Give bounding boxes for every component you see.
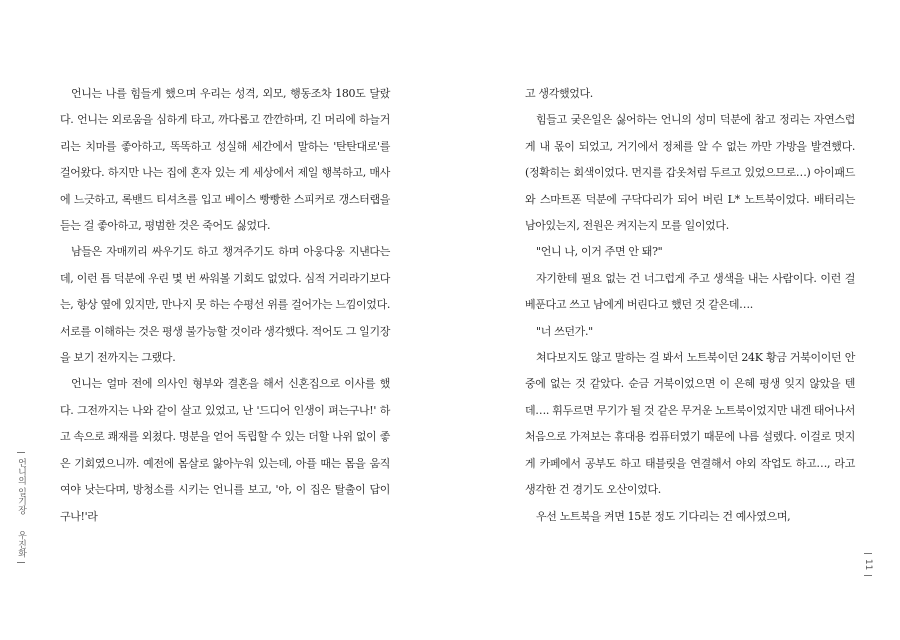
page-number-value: 11 xyxy=(863,558,873,571)
page-number xyxy=(859,551,873,578)
page-number-rule-top xyxy=(864,553,872,554)
dialogue-line: "너 쓰던가." xyxy=(536,324,593,338)
right-page-text xyxy=(525,81,855,530)
paragraph: 자기한테 필요 없는 건 너그럽게 주고 생색을 내는 사람이다. 이런 걸 베푼다고 쓰고 남에게 버린다고 했던 것 같은데…. xyxy=(525,271,855,312)
running-header-vertical xyxy=(14,450,28,565)
paragraph: 힘들고 궂은일은 싫어하는 언니의 성미 덕분에 참고 정리는 자연스럽게 내 몫이 되었고, 거기에서 정체를 알 수 없는 까만 가방을 발견했다. (정확히는 회색이었다. 먼지를 갑옷처럼 두르고 있었으므로…) 아이패드와 스마트폰 덕분에 구닥다리가 되어 버린 L* 노트북이었다. 배터리는 남아있는지, 전원은 켜지는지 모를 일이었다. xyxy=(525,113,855,233)
header-rule-top xyxy=(17,452,25,453)
paragraph: 우선 노트북을 켜면 15분 정도 기다리는 건 예사였으며, xyxy=(536,509,791,523)
page-number-rule-bottom xyxy=(864,575,872,576)
left-page-text xyxy=(60,81,390,530)
paragraph: 고 생각했었다. xyxy=(525,87,593,100)
paragraph: 언니는 얼마 전에 의사인 형부와 결혼을 해서 신혼집으로 이사를 했다. 그전까지는 나와 같이 살고 있었고, 난 '드디어 인생이 펴는구나!' 하고 속으로 쾌재를 외쳤다. 명분을 얻어 독립할 수 있는 더할 나위 없이 좋은 기회였으니까. 예전에 몸살로 앓아누워 있는데, 아플 때는 몸을 움직여야 낫는다며, 방청소를 시키는 언니를 보고, '아, 이 집은 탈출이 답이구나!'라 xyxy=(60,377,390,523)
paragraph: 언니는 나를 힘들게 했으며 우리는 성격, 외모, 행동조차 180도 달랐다. 언니는 외로움을 심하게 타고, 까다롭고 깐깐하며, 긴 머리에 하늘거리는 치마를 좋아하고, 똑똑하고 성실해 세간에서 말하는 '탄탄대로'를 걸어왔다. 하지만 나는 집에 혼자 있는 게 세상에서 제일 행복하고, 매사에 느긋하고, 록밴드 티셔츠를 입고 베이스 빵빵한 스피커로 갱스터랩을 듣는 걸 좋아하고, 평범한 것은 죽어도 싫었다. xyxy=(60,87,390,233)
paragraph: 남들은 자매끼리 싸우기도 하고 챙겨주기도 하며 아웅다웅 지낸다는데, 이런 틈 덕분에 우린 몇 번 싸워볼 기회도 없었다. 심적 거리라기보다는, 항상 옆에 있지만, 만나지 못 하는 수평선 위를 걸어가는 느낌이었다. 서로를 이해하는 것은 평생 불가능할 것이라 생각했다. 적어도 그 일기장을 보기 전까지는 그랬다. xyxy=(60,245,390,365)
book-title: 언니의 일기장 xyxy=(16,457,26,515)
header-rule-bottom xyxy=(17,562,25,563)
paragraph: 쳐다보지도 않고 말하는 걸 봐서 노트북이던 24K 황금 거북이이던 안중에 없는 것 같았다. 순금 거북이었으면 이 은혜 평생 잊지 않았을 텐데…. 휘두르면 무기가 될 것 같은 무거운 노트북이었지만 내겐 태어나서 처음으로 가져보는 휴대용 컴퓨터였기 때문에 나름 설렜다. 이걸로 멋지게 카페에서 공부도 하고 태블릿을 연결해서 야외 작업도 하고…, 라고 생각한 건 경기도 오산이었다. xyxy=(525,351,855,497)
author-name: 우진화 xyxy=(16,530,26,558)
dialogue-line: "언니 나, 이거 주면 안 돼?" xyxy=(536,245,663,259)
